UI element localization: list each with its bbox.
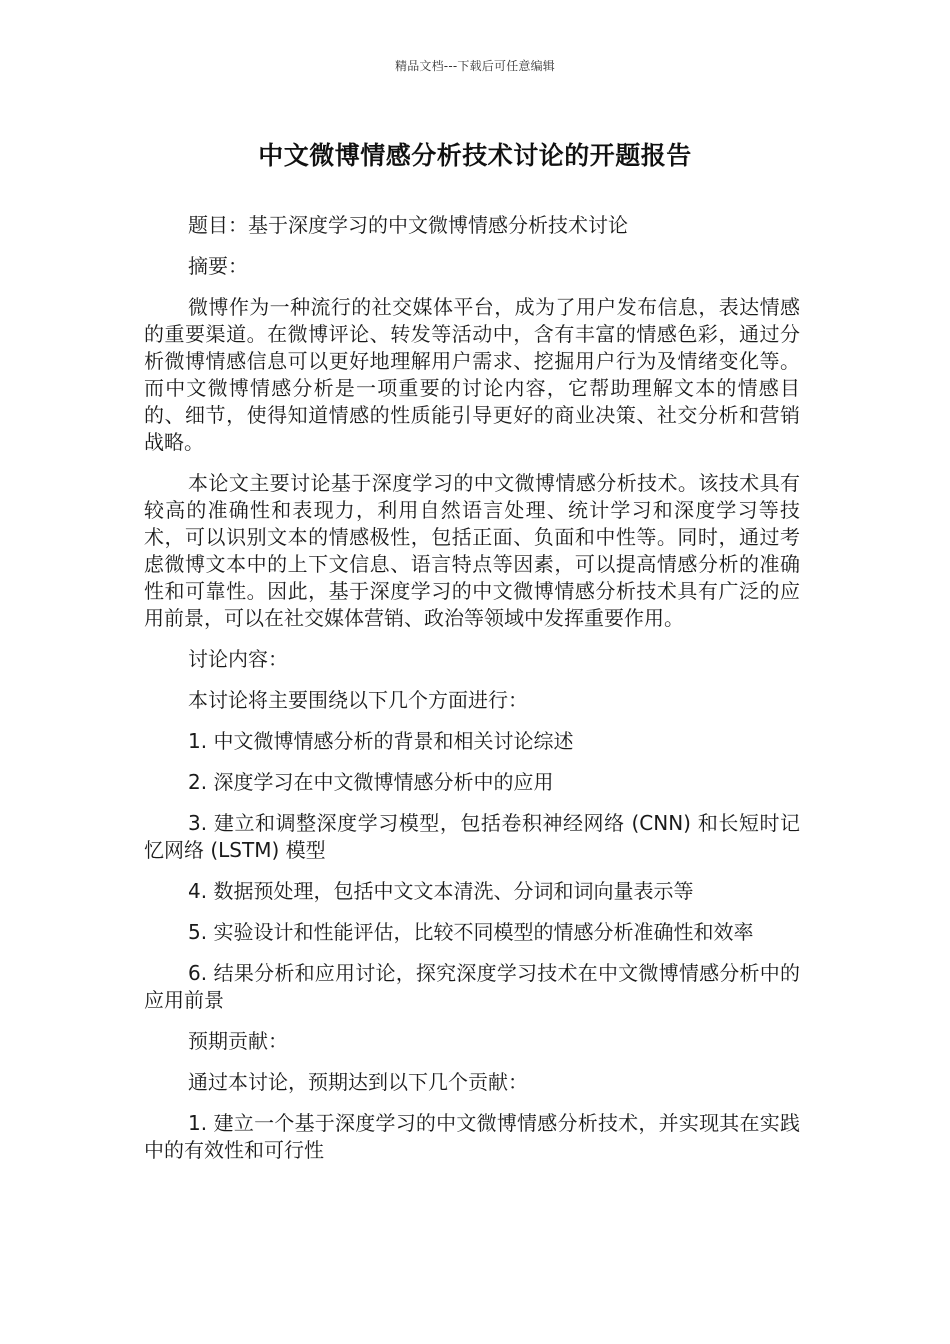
content-item-5: 5. 实验设计和性能评估，比较不同模型的情感分析准确性和效率 [188,920,754,944]
document-body [144,212,800,1178]
contribution-intro: 通过本讨论，预期达到以下几个贡献： [188,1070,528,1094]
content-item-3: 3. 建立和调整深度学习模型，包括卷积神经网络 (CNN) 和长短时记忆网络 (LSTM) 模型 [144,811,800,862]
content-item-6: 6. 结果分析和应用讨论，探究深度学习技术在中文微博情感分析中的应用前景 [144,961,800,1012]
abstract-heading: 摘要： [188,254,248,278]
abstract-paragraph-1: 微博作为一种流行的社交媒体平台，成为了用户发布信息，表达情感的重要渠道。在微博评论、转发等活动中，含有丰富的情感色彩，通过分析微博情感信息可以更好地理解用户需求、挖掘用户行为及情绪变化等。而中文微博情感分析是一项重要的讨论内容，它帮助理解文本的情感目的、细节，使得知道情感的性质能引导更好的商业决策、社交分析和营销战略。 [144,295,800,454]
contribution-heading: 预期贡献： [188,1029,288,1053]
content-item-2: 2. 深度学习在中文微博情感分析中的应用 [188,770,554,794]
content-item-1: 1. 中文微博情感分析的背景和相关讨论综述 [188,729,574,753]
content-intro: 本讨论将主要围绕以下几个方面进行： [188,688,528,712]
header-note: 精品文档---下载后可任意编辑 [395,59,555,73]
abstract-paragraph-2: 本论文主要讨论基于深度学习的中文微博情感分析技术。该技术具有较高的准确性和表现力，利用自然语言处理、统计学习和深度学习等技术，可以识别文本的情感极性，包括正面、负面和中性等。同时，通过考虑微博文本中的上下文信息、语言特点等因素，可以提高情感分析的准确性和可靠性。因此，基于深度学习的中文微博情感分析技术具有广泛的应用前景，可以在社交媒体营销、政治等领域中发挥重要作用。 [144,471,800,630]
content-item-4: 4. 数据预处理，包括中文文本清洗、分词和词向量表示等 [188,879,694,903]
topic-line: 题目：基于深度学习的中文微博情感分析技术讨论 [188,213,628,237]
document-title: 中文微博情感分析技术讨论的开题报告 [258,141,692,170]
content-heading: 讨论内容： [188,647,288,671]
contribution-item-1: 1. 建立一个基于深度学习的中文微博情感分析技术，并实现其在实践中的有效性和可行性 [144,1111,800,1162]
